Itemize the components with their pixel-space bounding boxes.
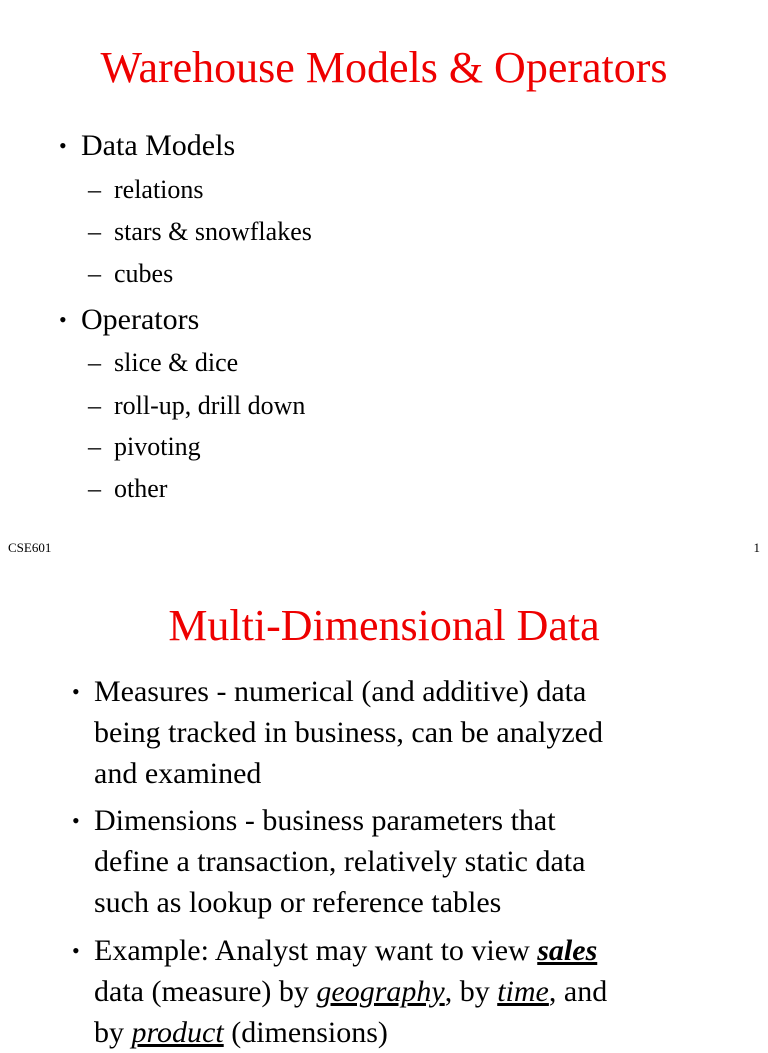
footer-page-number: 1 [753,540,760,555]
slide-1-title: Warehouse Models & Operators [100,43,668,92]
text-run: , by [444,975,498,1008]
emphasis-geography: geography [316,975,445,1008]
bullet-line [94,930,734,971]
footer-course-code: CSE601 [8,540,52,555]
dash-mark: – [88,348,101,377]
sub-bullet-label: other [114,474,168,503]
emphasis-sales: sales [537,934,598,967]
dash-mark: – [88,391,101,420]
bullet-dot: • [59,133,67,158]
sub-bullet-label: roll-up, drill down [114,391,306,420]
emphasis-time: time [497,975,549,1008]
sub-bullet-label: stars & snowflakes [114,217,312,246]
sub-bullet-label: pivoting [114,432,201,461]
bullet-measures [72,671,734,794]
bullet-line: Dimensions - business parameters that [94,804,556,837]
sub-bullet-pivoting [88,431,201,463]
bullet-dot: • [59,307,67,332]
sub-bullet-relations [88,174,204,206]
bullet-line: such as lookup or reference tables [94,886,502,919]
slide-2-title: Multi-Dimensional Data [168,601,600,650]
bullet-dot: • [72,679,80,704]
bullet-line: being tracked in business, can be analyzed [94,716,603,749]
sub-bullet-stars-snowflakes [88,216,312,248]
bullet-label: Operators [81,303,200,336]
text-run: by [94,1016,132,1049]
dash-mark: – [88,217,101,246]
bullet-operators [59,302,200,338]
dash-mark: – [88,175,101,204]
sub-bullet-label: relations [114,175,204,204]
sub-bullet-label: slice & dice [114,348,239,377]
sub-bullet-cubes [88,258,174,290]
bullet-data-models [59,128,236,164]
bullet-line: define a transaction, relatively static data [94,845,586,878]
text-run: , and [548,975,608,1008]
sub-bullet-other [88,473,168,505]
bullet-line: and examined [94,757,262,790]
bullet-line [94,971,734,1012]
slide-2 [0,570,768,1049]
dash-mark: – [88,432,101,461]
text-run: (dimensions) [223,1016,388,1049]
sub-bullet-label: cubes [114,259,174,288]
dash-mark: – [88,259,101,288]
bullet-dot: • [72,938,80,963]
sub-bullet-slice-dice [88,347,239,379]
dash-mark: – [88,474,101,503]
bullet-dimensions [72,800,734,923]
bullet-label: Data Models [81,129,236,162]
text-run: data (measure) by [94,975,317,1008]
bullet-dot: • [72,808,80,833]
sub-bullet-rollup-drilldown [88,390,306,422]
text-run: Example: Analyst may want to view [94,934,538,967]
bullet-line: Measures - numerical (and additive) data [94,675,587,708]
bullet-example [72,930,734,1053]
bullet-line [94,1012,734,1053]
emphasis-product: product [131,1016,224,1049]
